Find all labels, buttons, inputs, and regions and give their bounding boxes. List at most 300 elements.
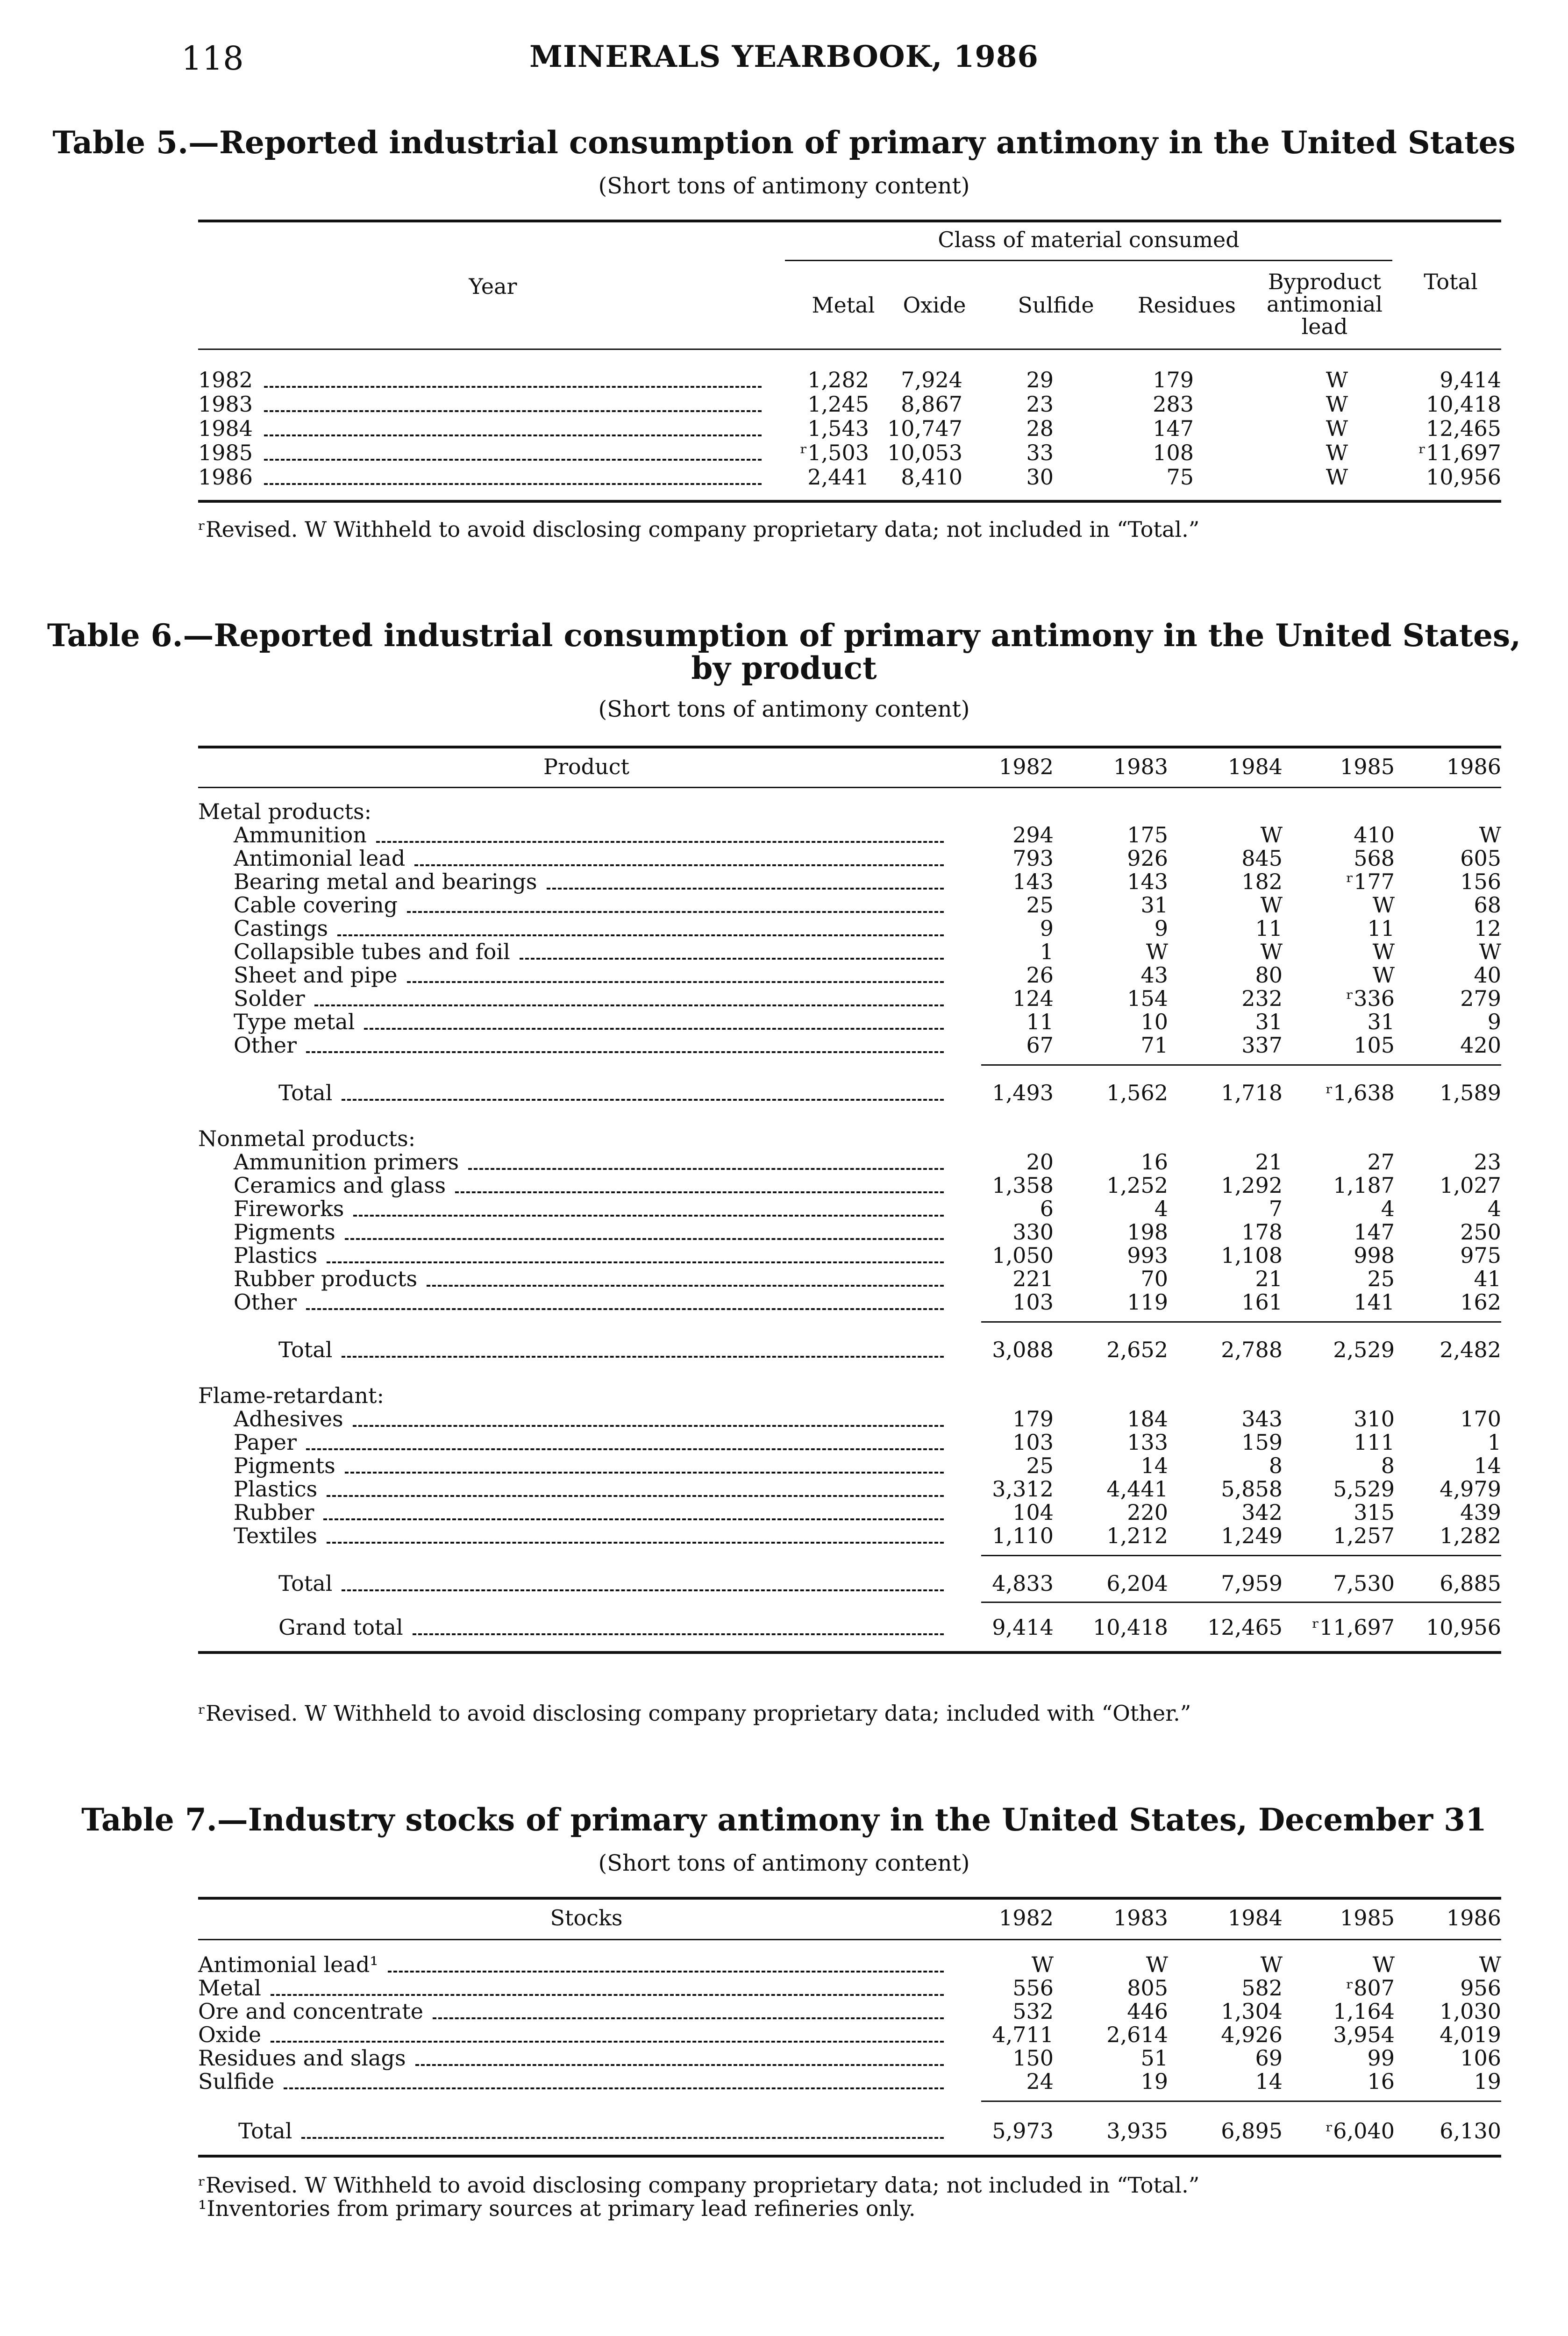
- table7-year-header: 1982: [998, 1905, 1054, 1930]
- table6-value-cell: 9: [1154, 916, 1168, 941]
- leader-dots: [342, 1099, 944, 1101]
- leader-dots: [388, 1971, 944, 1973]
- table6-total-cell: 7,959: [1221, 1571, 1283, 1596]
- table6-value-cell: 221: [1012, 1266, 1054, 1291]
- table6-value-cell: 21: [1255, 1266, 1283, 1291]
- table7-value-cell: 2,614: [1106, 2022, 1168, 2047]
- running-head: MINERALS YEARBOOK, 1986: [529, 39, 1039, 74]
- table6-grand-total-cell: 10,956: [1426, 1615, 1501, 1640]
- table6-value-cell: 1: [1487, 1430, 1501, 1455]
- table7-total-cell: ʳ6,040: [1326, 2118, 1395, 2144]
- table6-value-cell: W: [1479, 822, 1501, 848]
- table6-value-cell: 11: [1367, 916, 1395, 941]
- table6-row-label: Fireworks: [234, 1196, 344, 1221]
- table6-value-cell: 119: [1127, 1289, 1168, 1315]
- table6-value-cell: 143: [1012, 869, 1054, 894]
- table6-value-cell: 1,249: [1221, 1523, 1283, 1548]
- table7-value-cell: W: [1031, 1952, 1054, 1977]
- table6-row-label: Solder: [234, 986, 305, 1011]
- table5-value-cell: 7,924: [901, 367, 962, 392]
- table6-value-cell: 330: [1012, 1219, 1054, 1245]
- table7-value-cell: 582: [1241, 1975, 1283, 2001]
- table5-value-cell: 10,053: [887, 440, 962, 465]
- table7-value-cell: 556: [1012, 1975, 1054, 2001]
- leader-dots: [345, 1238, 944, 1240]
- leader-dots: [353, 1215, 944, 1217]
- table7-year-header: 1985: [1340, 1905, 1395, 1930]
- table6-value-cell: 14: [1474, 1453, 1501, 1478]
- table6-value-cell: W: [1260, 892, 1283, 918]
- table6-value-cell: 31: [1367, 1009, 1395, 1034]
- table6-value-cell: 605: [1460, 846, 1501, 871]
- table6-row-label: Ammunition primers: [234, 1149, 459, 1175]
- leader-dots: [264, 459, 762, 461]
- table6-value-cell: 67: [1026, 1033, 1054, 1058]
- table7-value-cell: 4,019: [1440, 2022, 1501, 2047]
- table6-value-cell: ʳ336: [1346, 986, 1395, 1011]
- table6-row-label: Sheet and pipe: [234, 962, 398, 988]
- table5-value-cell: W: [1326, 416, 1348, 441]
- leader-dots: [306, 1308, 944, 1310]
- table6-value-cell: 337: [1241, 1033, 1283, 1058]
- table5-value-cell: 9,414: [1440, 367, 1501, 392]
- table6-total-cell: 4,833: [992, 1571, 1054, 1596]
- table5-year-cell: 1985: [198, 440, 253, 465]
- table6-value-cell: 25: [1367, 1266, 1395, 1291]
- table6-value-cell: 133: [1127, 1430, 1168, 1455]
- table5-value-cell: 30: [1026, 464, 1054, 490]
- table7-total-cell: 3,935: [1106, 2118, 1168, 2144]
- table7-total-label: Total: [238, 2118, 292, 2144]
- table5-title: Table 5.—Reported industrial consumption of primary antimony in the United States: [52, 124, 1516, 161]
- table5-value-cell: 10,956: [1426, 464, 1501, 490]
- leader-dots: [337, 934, 944, 936]
- table5-top-rule: [198, 220, 1501, 222]
- table6-total-cell: ʳ1,638: [1326, 1080, 1395, 1105]
- table6-value-cell: 4: [1487, 1196, 1501, 1221]
- table6-value-cell: 4,441: [1106, 1476, 1168, 1502]
- table5-byproduct-header-3: lead: [1301, 314, 1348, 339]
- leader-dots: [301, 2137, 944, 2139]
- table6-row-label: Cable covering: [234, 892, 398, 918]
- table6-row-label: Adhesives: [234, 1406, 343, 1432]
- leader-dots: [427, 1285, 944, 1287]
- leader-dots: [323, 1518, 944, 1520]
- table7-value-cell: 19: [1140, 2069, 1168, 2094]
- table6-row-label: Rubber: [234, 1500, 314, 1525]
- table7-value-cell: 14: [1255, 2069, 1283, 2094]
- table6-value-cell: 3,312: [992, 1476, 1054, 1502]
- leader-dots: [414, 864, 944, 866]
- table6-value-cell: 4,979: [1440, 1476, 1501, 1502]
- table6-value-cell: 1,292: [1221, 1173, 1283, 1198]
- table6-value-cell: 184: [1127, 1406, 1168, 1432]
- table6-value-cell: 1,358: [992, 1173, 1054, 1198]
- table6-value-cell: 294: [1012, 822, 1054, 848]
- table7-row-label: Metal: [198, 1975, 261, 2001]
- table6-row-label: Paper: [234, 1430, 297, 1455]
- table5-year-cell: 1986: [198, 464, 253, 490]
- table6-year-header: 1986: [1446, 754, 1501, 779]
- table6-value-cell: 178: [1241, 1219, 1283, 1245]
- table6-value-cell: 1,050: [992, 1243, 1054, 1268]
- table6-value-cell: 232: [1241, 986, 1283, 1011]
- table5-value-cell: ʳ11,697: [1418, 440, 1501, 465]
- table6-value-cell: 343: [1241, 1406, 1283, 1432]
- leader-dots: [520, 958, 944, 960]
- table6-value-cell: 111: [1354, 1430, 1395, 1455]
- table7-value-cell: 1,030: [1440, 1999, 1501, 2024]
- table6-value-cell: 43: [1140, 962, 1168, 988]
- table6-product-header: Product: [543, 754, 629, 779]
- table7-value-cell: 446: [1127, 1999, 1168, 2024]
- table6-value-cell: 7: [1269, 1196, 1283, 1221]
- table7-row-label: Antimonial lead¹: [198, 1952, 378, 1977]
- leader-dots: [547, 888, 944, 890]
- table7-value-cell: 805: [1127, 1975, 1168, 2001]
- table7-value-cell: 16: [1367, 2069, 1395, 2094]
- table6-value-cell: 975: [1460, 1243, 1501, 1268]
- table6-value-cell: 12: [1474, 916, 1501, 941]
- table5-value-cell: 1,282: [807, 367, 869, 392]
- table7-footnote-1: ʳRevised. W Withheld to avoid disclosing company proprietary data; not included in “Total.”: [198, 2172, 1200, 2198]
- leader-dots: [284, 2087, 944, 2089]
- table6-row-label: Castings: [234, 916, 328, 941]
- table7-year-header: 1984: [1227, 1905, 1283, 1930]
- table5-year-cell: 1984: [198, 416, 253, 441]
- leader-dots: [306, 1051, 944, 1053]
- table5-header-rule: [198, 349, 1501, 350]
- table6-value-cell: 315: [1354, 1500, 1395, 1525]
- leader-dots: [271, 1994, 944, 1996]
- table5-value-cell: 12,465: [1426, 416, 1501, 441]
- table6-value-cell: 14: [1140, 1453, 1168, 1478]
- table5-residues-header: Residues: [1137, 292, 1236, 318]
- total-rule: [981, 1064, 1501, 1066]
- table6-value-cell: 11: [1255, 916, 1283, 941]
- table6-value-cell: W: [1479, 939, 1501, 964]
- table6-value-cell: 156: [1460, 869, 1501, 894]
- table6-value-cell: 141: [1354, 1289, 1395, 1315]
- table6-total-cell: 3,088: [992, 1337, 1054, 1362]
- table6-value-cell: 1,252: [1106, 1173, 1168, 1198]
- table6-row-label: Antimonial lead: [234, 846, 406, 871]
- table7-value-cell: 3,954: [1333, 2022, 1395, 2047]
- leader-dots: [264, 434, 762, 436]
- table6-value-cell: 10: [1140, 1009, 1168, 1034]
- leader-dots: [407, 981, 944, 983]
- table5-byproduct-header-2: antimonial: [1266, 292, 1383, 317]
- table6-value-cell: 31: [1255, 1009, 1283, 1034]
- table7-total-cell: 6,895: [1221, 2118, 1283, 2144]
- table7-value-cell: 99: [1367, 2045, 1395, 2071]
- table6-value-cell: 5,858: [1221, 1476, 1283, 1502]
- table6-value-cell: 80: [1255, 962, 1283, 988]
- table5-value-cell: ʳ1,503: [800, 440, 869, 465]
- leader-dots: [415, 2064, 944, 2066]
- table6-value-cell: 31: [1140, 892, 1168, 918]
- table5-subtitle: (Short tons of antimony content): [598, 173, 970, 199]
- table6-value-cell: 220: [1127, 1500, 1168, 1525]
- table6-value-cell: 1,187: [1333, 1173, 1395, 1198]
- table6-footnote: ʳRevised. W Withheld to avoid disclosing company proprietary data; included with “Other.”: [198, 1701, 1191, 1726]
- table6-value-cell: 926: [1127, 846, 1168, 871]
- leader-dots: [342, 1589, 944, 1591]
- table5-value-cell: 10,747: [887, 416, 962, 441]
- table5-year-header: Year: [469, 274, 517, 299]
- table6-row-label: Other: [234, 1033, 297, 1058]
- table6-top-rule: [198, 746, 1501, 748]
- table7-stocks-header: Stocks: [550, 1905, 623, 1930]
- table6-value-cell: 26: [1026, 962, 1054, 988]
- table7-footnote-2: ¹Inventories from primary sources at primary lead refineries only.: [198, 2196, 916, 2221]
- table6-header-rule: [198, 787, 1501, 788]
- table6-row-label: Pigments: [234, 1453, 335, 1478]
- table6-value-cell: 6: [1040, 1196, 1054, 1221]
- table6-value-cell: 103: [1012, 1289, 1054, 1315]
- table6-value-cell: W: [1372, 939, 1395, 964]
- leader-dots: [413, 1633, 944, 1635]
- table7-subtitle: (Short tons of antimony content): [598, 1850, 970, 1876]
- table6-total-cell: 1,589: [1440, 1080, 1501, 1105]
- table6-total-cell: 2,482: [1440, 1337, 1501, 1362]
- table6-value-cell: 20: [1026, 1149, 1054, 1175]
- table7-row-label: Sulfide: [198, 2069, 275, 2094]
- table7-value-cell: 4,926: [1221, 2022, 1283, 2047]
- table7-year-header: 1986: [1446, 1905, 1501, 1930]
- table6-grand-total-cell: ʳ11,697: [1312, 1615, 1395, 1640]
- table7-row-label: Oxide: [198, 2022, 262, 2047]
- table5-byproduct-header-1: Byproduct: [1268, 269, 1382, 294]
- leader-dots: [407, 911, 944, 913]
- table7-value-cell: W: [1372, 1952, 1395, 1977]
- leader-dots: [327, 1261, 944, 1263]
- table7-value-cell: W: [1479, 1952, 1501, 1977]
- table5-sulfide-header: Sulfide: [1018, 292, 1094, 318]
- table6-grand-total-cell: 10,418: [1093, 1615, 1168, 1640]
- table6-title-line1: Table 6.—Reported industrial consumption of primary antimony in the United States,: [47, 617, 1521, 654]
- table6-section-label: Metal products:: [198, 799, 372, 824]
- table5-value-cell: 33: [1026, 440, 1054, 465]
- table5-year-cell: 1982: [198, 367, 253, 392]
- table6-total-cell: 7,530: [1333, 1571, 1395, 1596]
- table6-grand-total-cell: 9,414: [992, 1615, 1054, 1640]
- table7-top-rule: [198, 1897, 1501, 1900]
- table5-value-cell: W: [1326, 440, 1348, 465]
- table5-oxide-header: Oxide: [903, 292, 966, 318]
- table6-value-cell: 21: [1255, 1149, 1283, 1175]
- table6-section-label: Flame-retardant:: [198, 1383, 385, 1408]
- table6-total-cell: 6,885: [1440, 1571, 1501, 1596]
- table6-subtitle: (Short tons of antimony content): [598, 696, 970, 722]
- table5-value-cell: 75: [1166, 464, 1194, 490]
- table6-row-label: Ceramics and glass: [234, 1173, 446, 1198]
- leader-dots: [327, 1495, 944, 1497]
- table6-total-label: Total: [278, 1571, 333, 1596]
- table6-value-cell: 41: [1474, 1266, 1501, 1291]
- leader-dots: [468, 1168, 944, 1170]
- table6-row-label: Plastics: [234, 1476, 318, 1502]
- table6-year-header: 1985: [1340, 754, 1395, 779]
- table5-value-cell: 23: [1026, 392, 1054, 417]
- table6-total-cell: 6,204: [1106, 1571, 1168, 1596]
- table6-value-cell: 420: [1460, 1033, 1501, 1058]
- table5-value-cell: 108: [1153, 440, 1194, 465]
- table5-class-header: Class of material consumed: [938, 227, 1240, 252]
- leader-dots: [342, 1356, 944, 1358]
- table6-value-cell: 439: [1460, 1500, 1501, 1525]
- table6-value-cell: 993: [1127, 1243, 1168, 1268]
- table6-value-cell: 793: [1012, 846, 1054, 871]
- table6-value-cell: 8: [1269, 1453, 1283, 1478]
- table6-value-cell: 124: [1012, 986, 1054, 1011]
- table6-year-header: 1982: [998, 754, 1054, 779]
- table6-value-cell: 159: [1241, 1430, 1283, 1455]
- table6-value-cell: 4: [1154, 1196, 1168, 1221]
- table6-total-cell: 1,562: [1106, 1080, 1168, 1105]
- table7-total-cell: 6,130: [1440, 2118, 1501, 2144]
- table6-row-label: Textiles: [234, 1523, 318, 1548]
- table5-class-rule: [785, 260, 1392, 261]
- table5-total-header: Total: [1424, 269, 1478, 294]
- table7-value-cell: ʳ807: [1346, 1975, 1395, 2001]
- table7-value-cell: 51: [1140, 2045, 1168, 2071]
- table5-footnote: ʳRevised. W Withheld to avoid disclosing company proprietary data; not included in “Total.”: [198, 517, 1200, 542]
- table7-value-cell: 69: [1255, 2045, 1283, 2071]
- table6-value-cell: 4: [1381, 1196, 1395, 1221]
- table6-value-cell: 70: [1140, 1266, 1168, 1291]
- table7-total-cell: 5,973: [992, 2118, 1054, 2144]
- table7-value-cell: W: [1146, 1952, 1168, 1977]
- table7-value-cell: 1,304: [1221, 1999, 1283, 2024]
- table6-year-header: 1983: [1113, 754, 1168, 779]
- table5-metal-header: Metal: [812, 292, 875, 318]
- table6-value-cell: 103: [1012, 1430, 1054, 1455]
- table6-value-cell: 27: [1367, 1149, 1395, 1175]
- table5-value-cell: 283: [1153, 392, 1194, 417]
- table6-value-cell: ʳ177: [1346, 869, 1395, 894]
- table6-value-cell: 179: [1012, 1406, 1054, 1432]
- leader-dots: [364, 1028, 944, 1030]
- table6-total-label: Total: [278, 1080, 333, 1105]
- table6-value-cell: 845: [1241, 846, 1283, 871]
- table6-value-cell: 162: [1460, 1289, 1501, 1315]
- table6-value-cell: 998: [1354, 1243, 1395, 1268]
- total-rule: [981, 1602, 1501, 1603]
- table5-bottom-rule: [198, 500, 1501, 503]
- table6-value-cell: 8: [1381, 1453, 1395, 1478]
- table7-row-label: Residues and slags: [198, 2045, 406, 2071]
- table7-title: Table 7.—Industry stocks of primary antimony in the United States, December 31: [81, 1802, 1487, 1838]
- leader-dots: [264, 410, 762, 412]
- table7-header-rule: [198, 1939, 1501, 1940]
- table6-total-cell: 2,652: [1106, 1337, 1168, 1362]
- table6-value-cell: 170: [1460, 1406, 1501, 1432]
- table6-value-cell: 568: [1354, 846, 1395, 871]
- table6-value-cell: 23: [1474, 1149, 1501, 1175]
- table6-value-cell: 5,529: [1333, 1476, 1395, 1502]
- table7-year-header: 1983: [1113, 1905, 1168, 1930]
- table6-total-cell: 1,718: [1221, 1080, 1283, 1105]
- table7-value-cell: 4,711: [992, 2022, 1054, 2047]
- table6-value-cell: 71: [1140, 1033, 1168, 1058]
- leader-dots: [327, 1542, 944, 1544]
- total-rule: [981, 2101, 1501, 2102]
- leader-dots: [353, 1425, 944, 1427]
- table5-value-cell: W: [1326, 464, 1348, 490]
- table6-row-label: Pigments: [234, 1219, 335, 1245]
- table6-bottom-rule: [198, 1651, 1501, 1654]
- table6-title-line2: by product: [691, 650, 877, 686]
- table6-value-cell: W: [1146, 939, 1168, 964]
- table6-value-cell: 175: [1127, 822, 1168, 848]
- table6-value-cell: 198: [1127, 1219, 1168, 1245]
- table6-value-cell: W: [1372, 962, 1395, 988]
- leader-dots: [433, 2017, 944, 2019]
- table5-value-cell: W: [1326, 367, 1348, 392]
- leader-dots: [314, 1004, 944, 1006]
- table6-value-cell: 279: [1460, 986, 1501, 1011]
- table6-row-label: Bearing metal and bearings: [234, 869, 537, 894]
- table5-value-cell: 2,441: [807, 464, 869, 490]
- table7-value-cell: W: [1260, 1952, 1283, 1977]
- leader-dots: [306, 1448, 944, 1450]
- table6-value-cell: W: [1372, 892, 1395, 918]
- table6-value-cell: 16: [1140, 1149, 1168, 1175]
- table6-value-cell: 11: [1026, 1009, 1054, 1034]
- table6-value-cell: 310: [1354, 1406, 1395, 1432]
- table6-value-cell: 68: [1474, 892, 1501, 918]
- table6-value-cell: 1,212: [1106, 1523, 1168, 1548]
- table6-value-cell: 143: [1127, 869, 1168, 894]
- table6-value-cell: 410: [1354, 822, 1395, 848]
- table7-value-cell: 19: [1474, 2069, 1501, 2094]
- table6-value-cell: 9: [1040, 916, 1054, 941]
- leader-dots: [264, 386, 762, 388]
- table6-value-cell: 105: [1354, 1033, 1395, 1058]
- table5-value-cell: 29: [1026, 367, 1054, 392]
- table5-value-cell: 179: [1153, 367, 1194, 392]
- table7-value-cell: 150: [1012, 2045, 1054, 2071]
- table6-value-cell: 154: [1127, 986, 1168, 1011]
- table7-value-cell: 24: [1026, 2069, 1054, 2094]
- table6-value-cell: 9: [1487, 1009, 1501, 1034]
- table6-value-cell: 1,108: [1221, 1243, 1283, 1268]
- table6-value-cell: 1,027: [1440, 1173, 1501, 1198]
- table7-bottom-rule: [198, 2155, 1501, 2158]
- total-rule: [981, 1555, 1501, 1556]
- table7-value-cell: 106: [1460, 2045, 1501, 2071]
- table6-value-cell: 342: [1241, 1500, 1283, 1525]
- table6-value-cell: 182: [1241, 869, 1283, 894]
- table6-value-cell: 1,282: [1440, 1523, 1501, 1548]
- leader-dots: [455, 1191, 944, 1193]
- table6-value-cell: 104: [1012, 1500, 1054, 1525]
- table7-row-label: Ore and concentrate: [198, 1999, 423, 2024]
- table5-value-cell: 28: [1026, 416, 1054, 441]
- table6-row-label: Type metal: [234, 1009, 355, 1034]
- table6-value-cell: 250: [1460, 1219, 1501, 1245]
- table6-value-cell: 25: [1026, 892, 1054, 918]
- table5-value-cell: 1,543: [807, 416, 869, 441]
- page-number: 118: [181, 39, 244, 78]
- leader-dots: [271, 2041, 944, 2043]
- table6-grand-total-cell: 12,465: [1207, 1615, 1283, 1640]
- table7-value-cell: 532: [1012, 1999, 1054, 2024]
- table6-value-cell: W: [1260, 822, 1283, 848]
- table6-value-cell: 161: [1241, 1289, 1283, 1315]
- table6-value-cell: 147: [1354, 1219, 1395, 1245]
